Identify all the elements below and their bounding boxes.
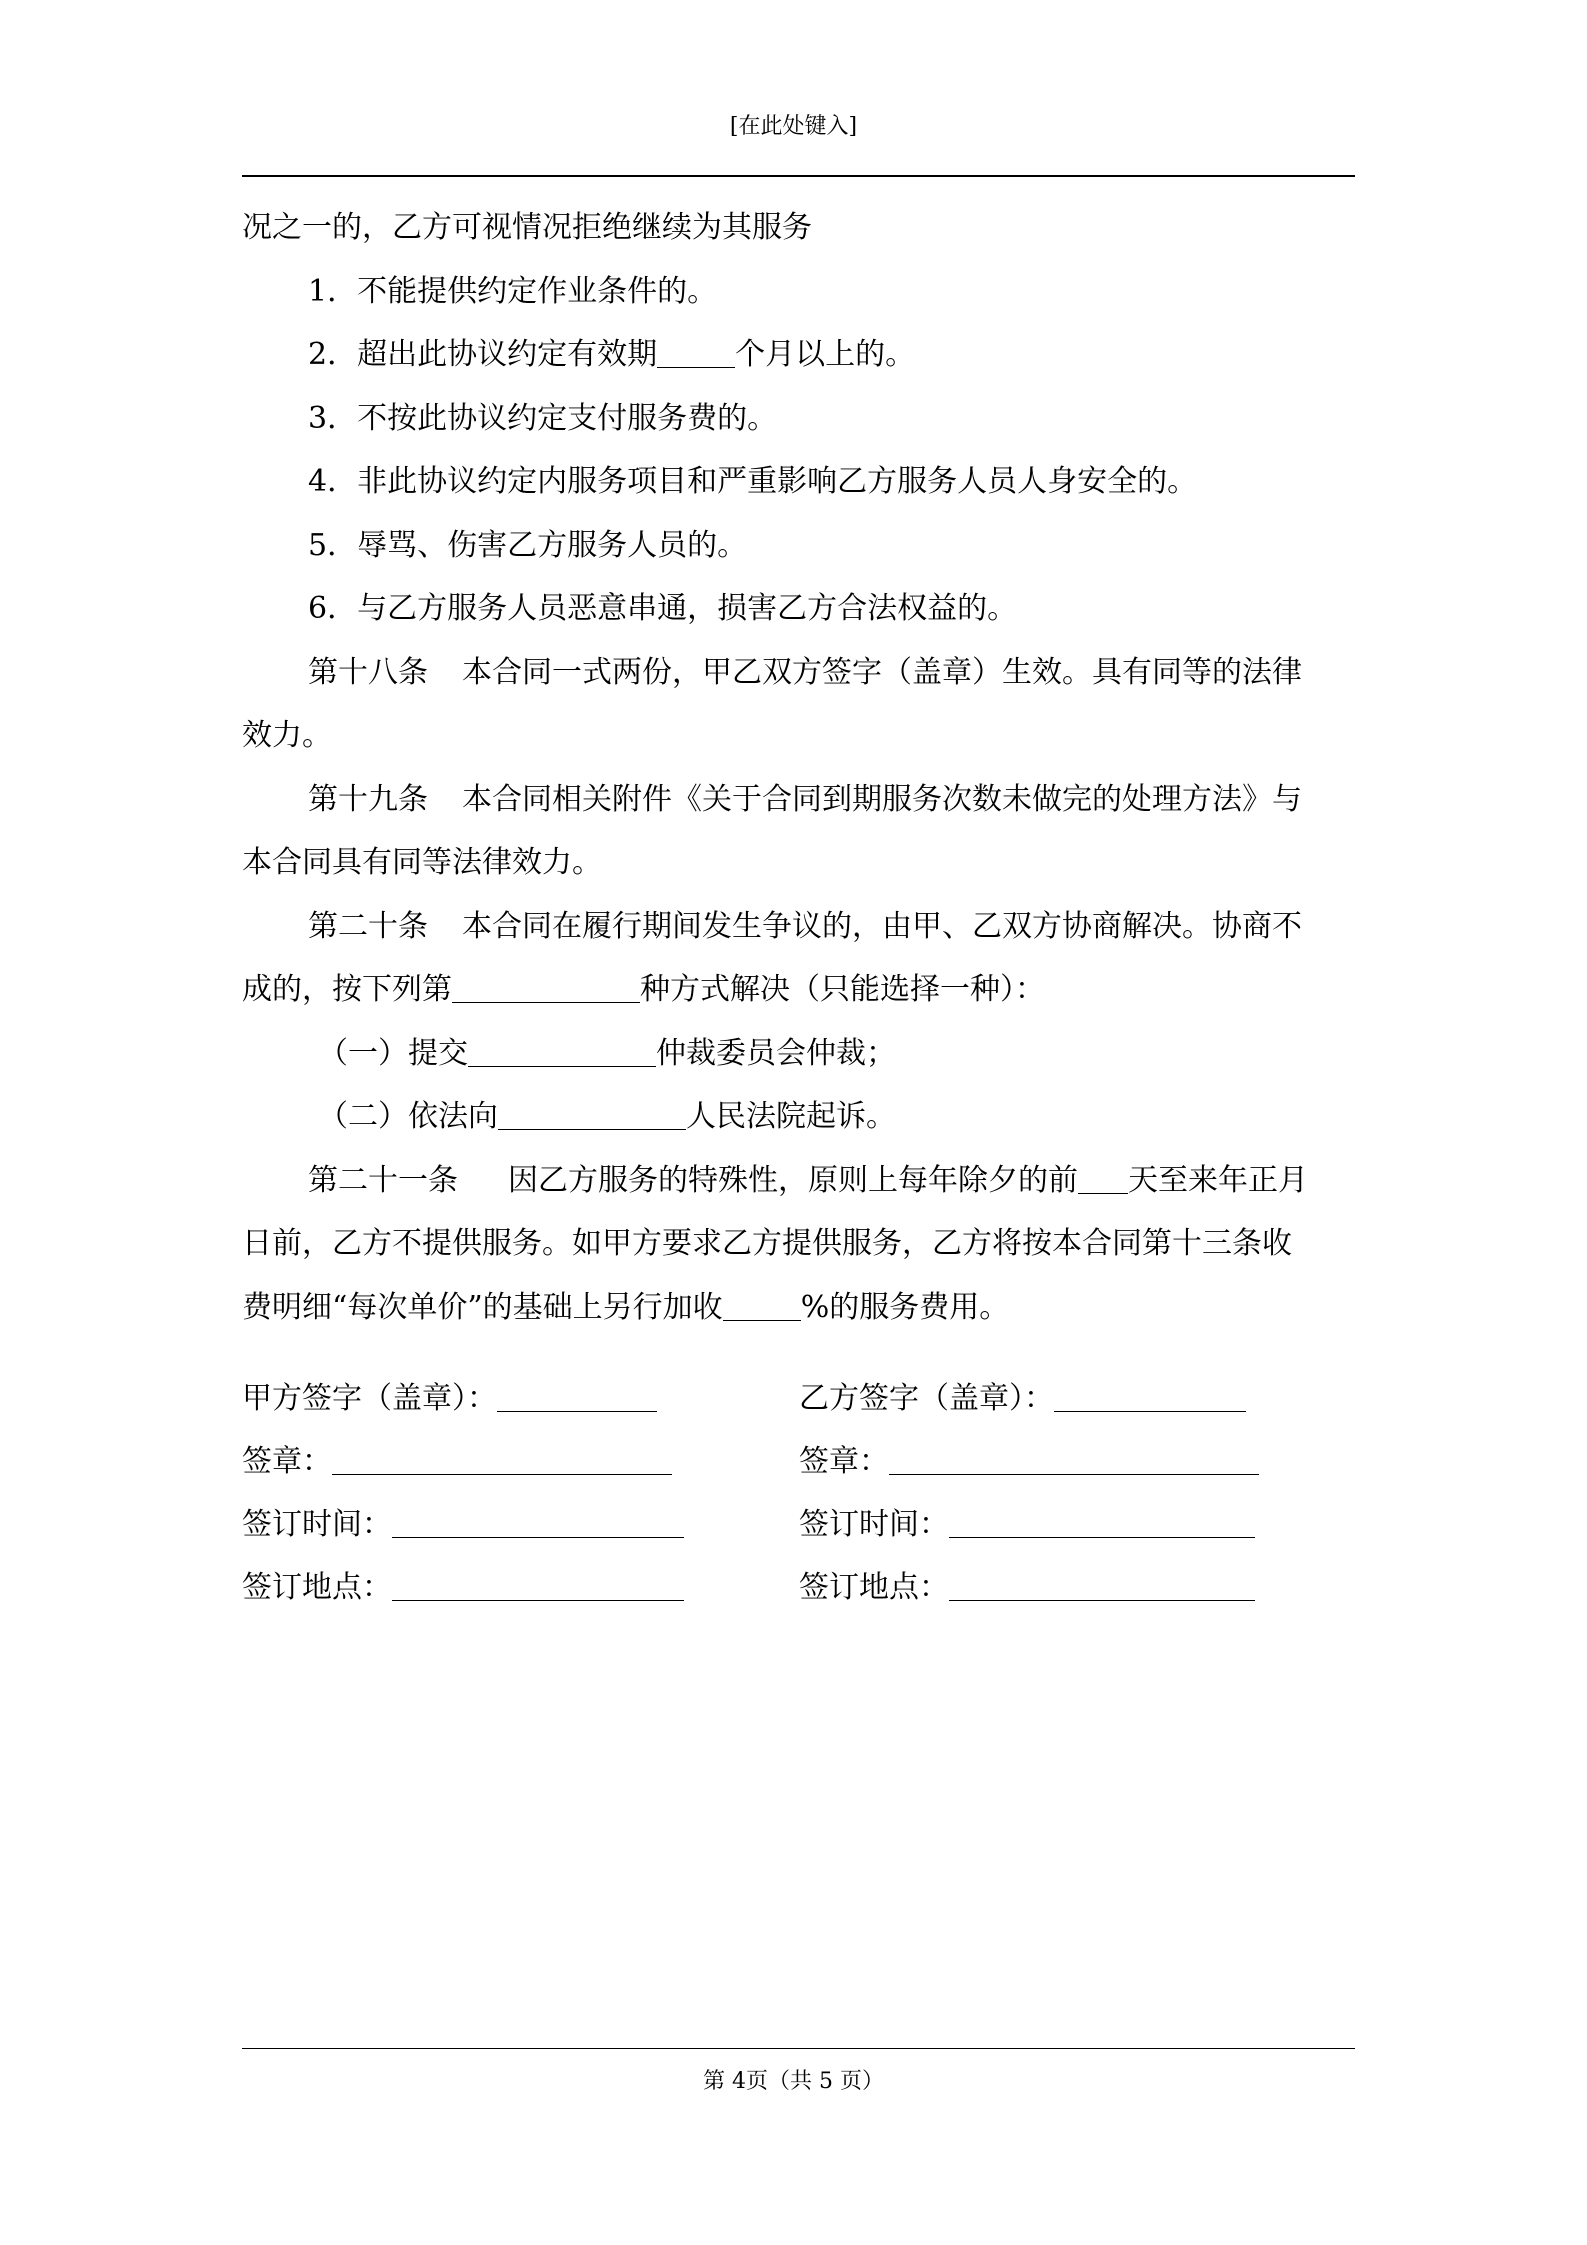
article-18-line-2: 效力。 — [242, 718, 332, 753]
article-21-text: 因乙方服务的特殊性，原则上每年除夕的前 — [508, 1162, 1078, 1198]
court-blank[interactable] — [498, 1099, 686, 1130]
party-a-sign-blank[interactable] — [497, 1381, 657, 1412]
option-2-text: （二）依法向 — [318, 1099, 498, 1134]
party-b-sign-time — [799, 1493, 1255, 1556]
party-a-seal — [242, 1430, 672, 1493]
article-20-line-2-text: 成的，按下列第 — [242, 972, 452, 1007]
article-21-line-2: 日前，乙方不提供服务。如甲方要求乙方提供服务，乙方将按本合同第十三条收 — [242, 1226, 1292, 1261]
party-a-time-label: 签订时间： — [242, 1507, 392, 1542]
article-19-title: 第十九条 — [308, 781, 428, 817]
party-a-sign-time — [242, 1493, 684, 1556]
article-21-text-end: 天至来年正月 — [1128, 1162, 1308, 1198]
article-19-line-2: 本合同具有同等法律效力。 — [242, 845, 602, 880]
article-18-title: 第十八条 — [308, 654, 428, 690]
option-2 — [242, 1085, 1355, 1149]
page-footer: 第 4页（共 5 页） — [703, 2069, 884, 2094]
party-b-place-blank[interactable] — [949, 1570, 1255, 1601]
page-header: [在此处键入] — [729, 114, 858, 139]
article-21-line-3 — [242, 1276, 1355, 1340]
party-a-sign-place — [242, 1556, 684, 1619]
option-2-text-end: 人民法院起诉。 — [686, 1099, 896, 1134]
party-b-seal-blank[interactable] — [889, 1444, 1259, 1475]
option-1-text: （一）提交 — [318, 1035, 468, 1071]
refusal-item-2 — [242, 323, 1355, 387]
sign-place-row — [242, 1556, 1355, 1619]
sign-time-row — [242, 1493, 1355, 1556]
party-b-place-label: 签订地点： — [799, 1570, 949, 1605]
party-a-place-label: 签订地点： — [242, 1570, 392, 1605]
party-a-seal-label: 签章： — [242, 1444, 332, 1479]
refusal-item-2-text-end: 个月以上的。 — [735, 337, 916, 372]
signature-row — [242, 1367, 1355, 1430]
signature-block — [242, 1367, 1355, 1619]
article-18-line-1 — [242, 641, 1355, 705]
resolution-method-blank[interactable] — [452, 972, 640, 1003]
refusal-item-3: 3．不按此协议约定支付服务费的。 — [308, 400, 778, 436]
party-b-signature — [799, 1367, 1246, 1430]
refusal-item-2-text: 2．超出此协议约定有效期 — [308, 337, 658, 372]
refusal-item-6: 6．与乙方服务人员恶意串通，损害乙方合法权益的。 — [308, 591, 1018, 626]
surcharge-percent-blank[interactable] — [723, 1290, 801, 1321]
article-18-text: 本合同一式两份，甲乙双方签字（盖章）生效。具有同等的法律 — [462, 654, 1302, 690]
contract-body — [242, 196, 1355, 1339]
article-20-line-2 — [242, 958, 1355, 1022]
article-20-line-1 — [242, 895, 1355, 959]
refusal-item-5: 5．辱骂、伤害乙方服务人员的。 — [308, 527, 748, 563]
article-20-title: 第二十条 — [308, 908, 428, 944]
article-19-line-1 — [242, 768, 1355, 832]
arbitration-committee-blank[interactable] — [468, 1036, 656, 1067]
article-21-line-3-text-end: %的服务费用。 — [800, 1289, 1010, 1325]
option-1 — [242, 1022, 1355, 1086]
header-rule — [242, 175, 1355, 177]
refusal-item-1: 1．不能提供约定作业条件的。 — [308, 273, 718, 309]
party-b-time-label: 签订时间： — [799, 1507, 949, 1542]
option-1-text-end: 仲裁委员会仲裁； — [656, 1035, 896, 1071]
party-b-sign-blank[interactable] — [1054, 1381, 1246, 1412]
party-b-sign-label: 乙方签字（盖章）： — [799, 1381, 1054, 1416]
article-20-text: 本合同在履行期间发生争议的，由甲、乙双方协商解决。协商不 — [462, 908, 1302, 944]
party-a-sign-label: 甲方签字（盖章）： — [242, 1381, 497, 1416]
article-21-line-1 — [242, 1149, 1355, 1213]
article-21-line-3-text: 费明细“每次单价”的基础上另行加收 — [242, 1289, 723, 1325]
months-blank[interactable] — [657, 337, 735, 368]
footer-rule — [242, 2048, 1355, 2049]
party-a-time-blank[interactable] — [392, 1507, 684, 1538]
refusal-item-4: 4．非此协议约定内服务项目和严重影响乙方服务人员人身安全的。 — [308, 464, 1198, 499]
seal-row — [242, 1430, 1355, 1493]
party-a-place-blank[interactable] — [392, 1570, 684, 1601]
article-20-line-2-text-end: 种方式解决（只能选择一种）： — [640, 972, 1045, 1007]
article-21-title: 第二十一条 — [308, 1162, 458, 1198]
party-b-time-blank[interactable] — [949, 1507, 1255, 1538]
party-a-seal-blank[interactable] — [332, 1444, 672, 1475]
party-a-signature — [242, 1367, 657, 1430]
intro-line: 况之一的，乙方可视情况拒绝继续为其服务 — [242, 210, 812, 245]
party-b-seal — [799, 1430, 1259, 1493]
party-b-seal-label: 签章： — [799, 1444, 889, 1479]
article-19-text: 本合同相关附件《关于合同到期服务次数未做完的处理方法》与 — [462, 781, 1302, 817]
days-before-blank[interactable] — [1078, 1163, 1128, 1194]
party-b-sign-place — [799, 1556, 1255, 1619]
